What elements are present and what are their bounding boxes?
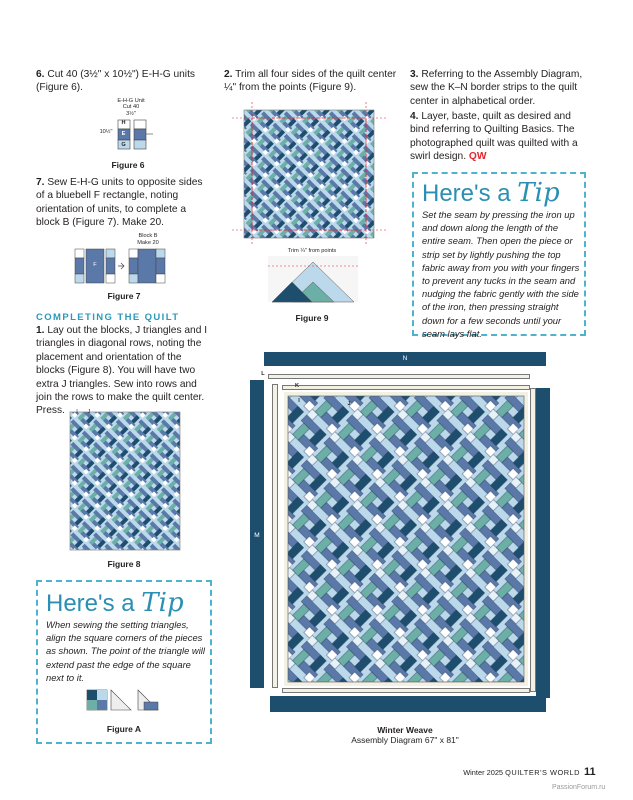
step7-text: Sew E-H-G units to opposite sides of a bluebell F rectangle, noting orientation of units, to complete a block B (Figure 7). Make 20.	[36, 177, 203, 229]
tip1-heading	[422, 180, 582, 207]
footer-credit	[460, 768, 580, 777]
assembly-title: Winter Weave	[377, 725, 433, 735]
border-strip-k	[282, 385, 530, 390]
step2-paragraph	[224, 68, 400, 95]
figure6-unit-title: E-H-G Unit	[117, 98, 145, 104]
tip2-text: When sewing the setting triangles, align the square corners of the pieces as shown. The point of the triangle will extend past the edge of the square next to it.	[46, 619, 205, 683]
figure7-block-title: Block B	[138, 233, 158, 239]
step6-paragraph	[36, 68, 212, 95]
figure8-caption: Figure 8	[107, 559, 141, 569]
figure7-make: Make 20	[137, 240, 159, 246]
step6-number: 6.	[36, 69, 45, 80]
assembly-quilt-center	[284, 392, 528, 686]
step2-text: Trim all four sides of the quilt center ¼" from the points (Figure 9).	[224, 69, 397, 94]
border-label-k: K	[294, 383, 300, 389]
completing-step1-paragraph	[36, 324, 212, 418]
assembly-label-j: J	[347, 401, 351, 407]
step3-text: Referring to the Assembly Diagram, sew the K–N border strips to the quilt center in alphabetical order.	[410, 69, 583, 107]
step4-text: Layer, baste, quilt as desired and bind referring to Quilting Basics. The photographed quilt was quilted with a swirl design.	[410, 111, 578, 163]
figure9-detail	[268, 256, 358, 304]
figure8-diagram	[62, 408, 188, 554]
tip2-heading-text: Here's a	[46, 590, 135, 617]
figure8-label-j: J	[87, 409, 91, 415]
footer-issue: Winter 2025	[463, 768, 504, 777]
figure9-diagram	[230, 100, 388, 248]
tip2-heading-script: Tip	[141, 588, 184, 618]
figure6	[96, 98, 166, 117]
tip1-heading-script: Tip	[517, 178, 560, 208]
figure6-cut: Cut 40	[122, 104, 140, 111]
figure6-caption: Figure 6	[111, 160, 145, 170]
figure9-trim-label: Trim ¼" from points	[287, 248, 337, 254]
step7-number: 7.	[36, 177, 45, 188]
figure-a-diagram	[86, 688, 166, 712]
figure8-label-i: I	[76, 409, 78, 415]
border-strip-k-bottom	[282, 688, 530, 693]
tip2-heading	[46, 590, 206, 617]
figure6-height: 10½"	[99, 129, 113, 135]
step3-paragraph	[410, 68, 590, 108]
footer-magazine: QUILTER'S WORLD	[505, 768, 580, 777]
tip1-text: Set the seam by pressing the iron up and down along the length of the entire seam. Then open the piece or strip set by lightly pushing the top fabric away from you with your fingers to prevent any tucks in the seam and nudging the fabric gently with the side of the iron, then pressing straight down for a few seconds until your seam lays flat.	[422, 209, 580, 339]
figure6-width: 3½"	[126, 110, 136, 117]
border-strip-l	[268, 374, 530, 379]
border-strip-n-bottom	[270, 696, 546, 712]
figure7-caption: Figure 7	[107, 291, 141, 301]
figure9-caption: Figure 9	[295, 313, 329, 323]
step7-paragraph	[36, 176, 212, 230]
border-strip-k-right	[530, 388, 536, 692]
border-label-n: N	[402, 355, 408, 362]
step6-text: Cut 40 (3½" x 10½") E-H-G units (Figure 6).	[36, 69, 195, 94]
qw-signoff: QW	[468, 151, 487, 163]
border-strip-k-left	[272, 384, 278, 688]
step2-number: 2.	[224, 69, 233, 80]
figure6-letter-g: G	[121, 142, 126, 148]
border-label-m: M	[254, 532, 260, 539]
step4-paragraph	[410, 110, 590, 164]
border-label-l: L	[261, 371, 265, 377]
figure-a-caption: Figure A	[106, 724, 142, 734]
assembly-label-i: I	[298, 398, 300, 404]
completing-step1-text: Lay out the blocks, J triangles and I triangles in diagonal rows, noting the placement and orientation of the blocks (Figure 8). You will have two extra J triangles. Sew into rows and join the rows to make the quilt center. Press.	[36, 325, 208, 417]
completing-step1-number: 1.	[36, 325, 45, 336]
step4-number: 4.	[410, 111, 419, 122]
step3-number: 3.	[410, 69, 419, 80]
completing-heading: COMPLETING THE QUILT	[36, 312, 180, 323]
figure7-letter-f: F	[93, 262, 97, 268]
figure6-letter-h: H	[121, 120, 126, 126]
tip1-heading-text: Here's a	[422, 180, 511, 207]
figure6-letter-e: E	[121, 131, 126, 137]
border-strip-m-right	[536, 388, 550, 698]
assembly-subtitle: Assembly Diagram 67" x 81"	[351, 735, 459, 745]
page-number: 11	[584, 766, 596, 778]
watermark: PassionForum.ru	[552, 784, 606, 791]
